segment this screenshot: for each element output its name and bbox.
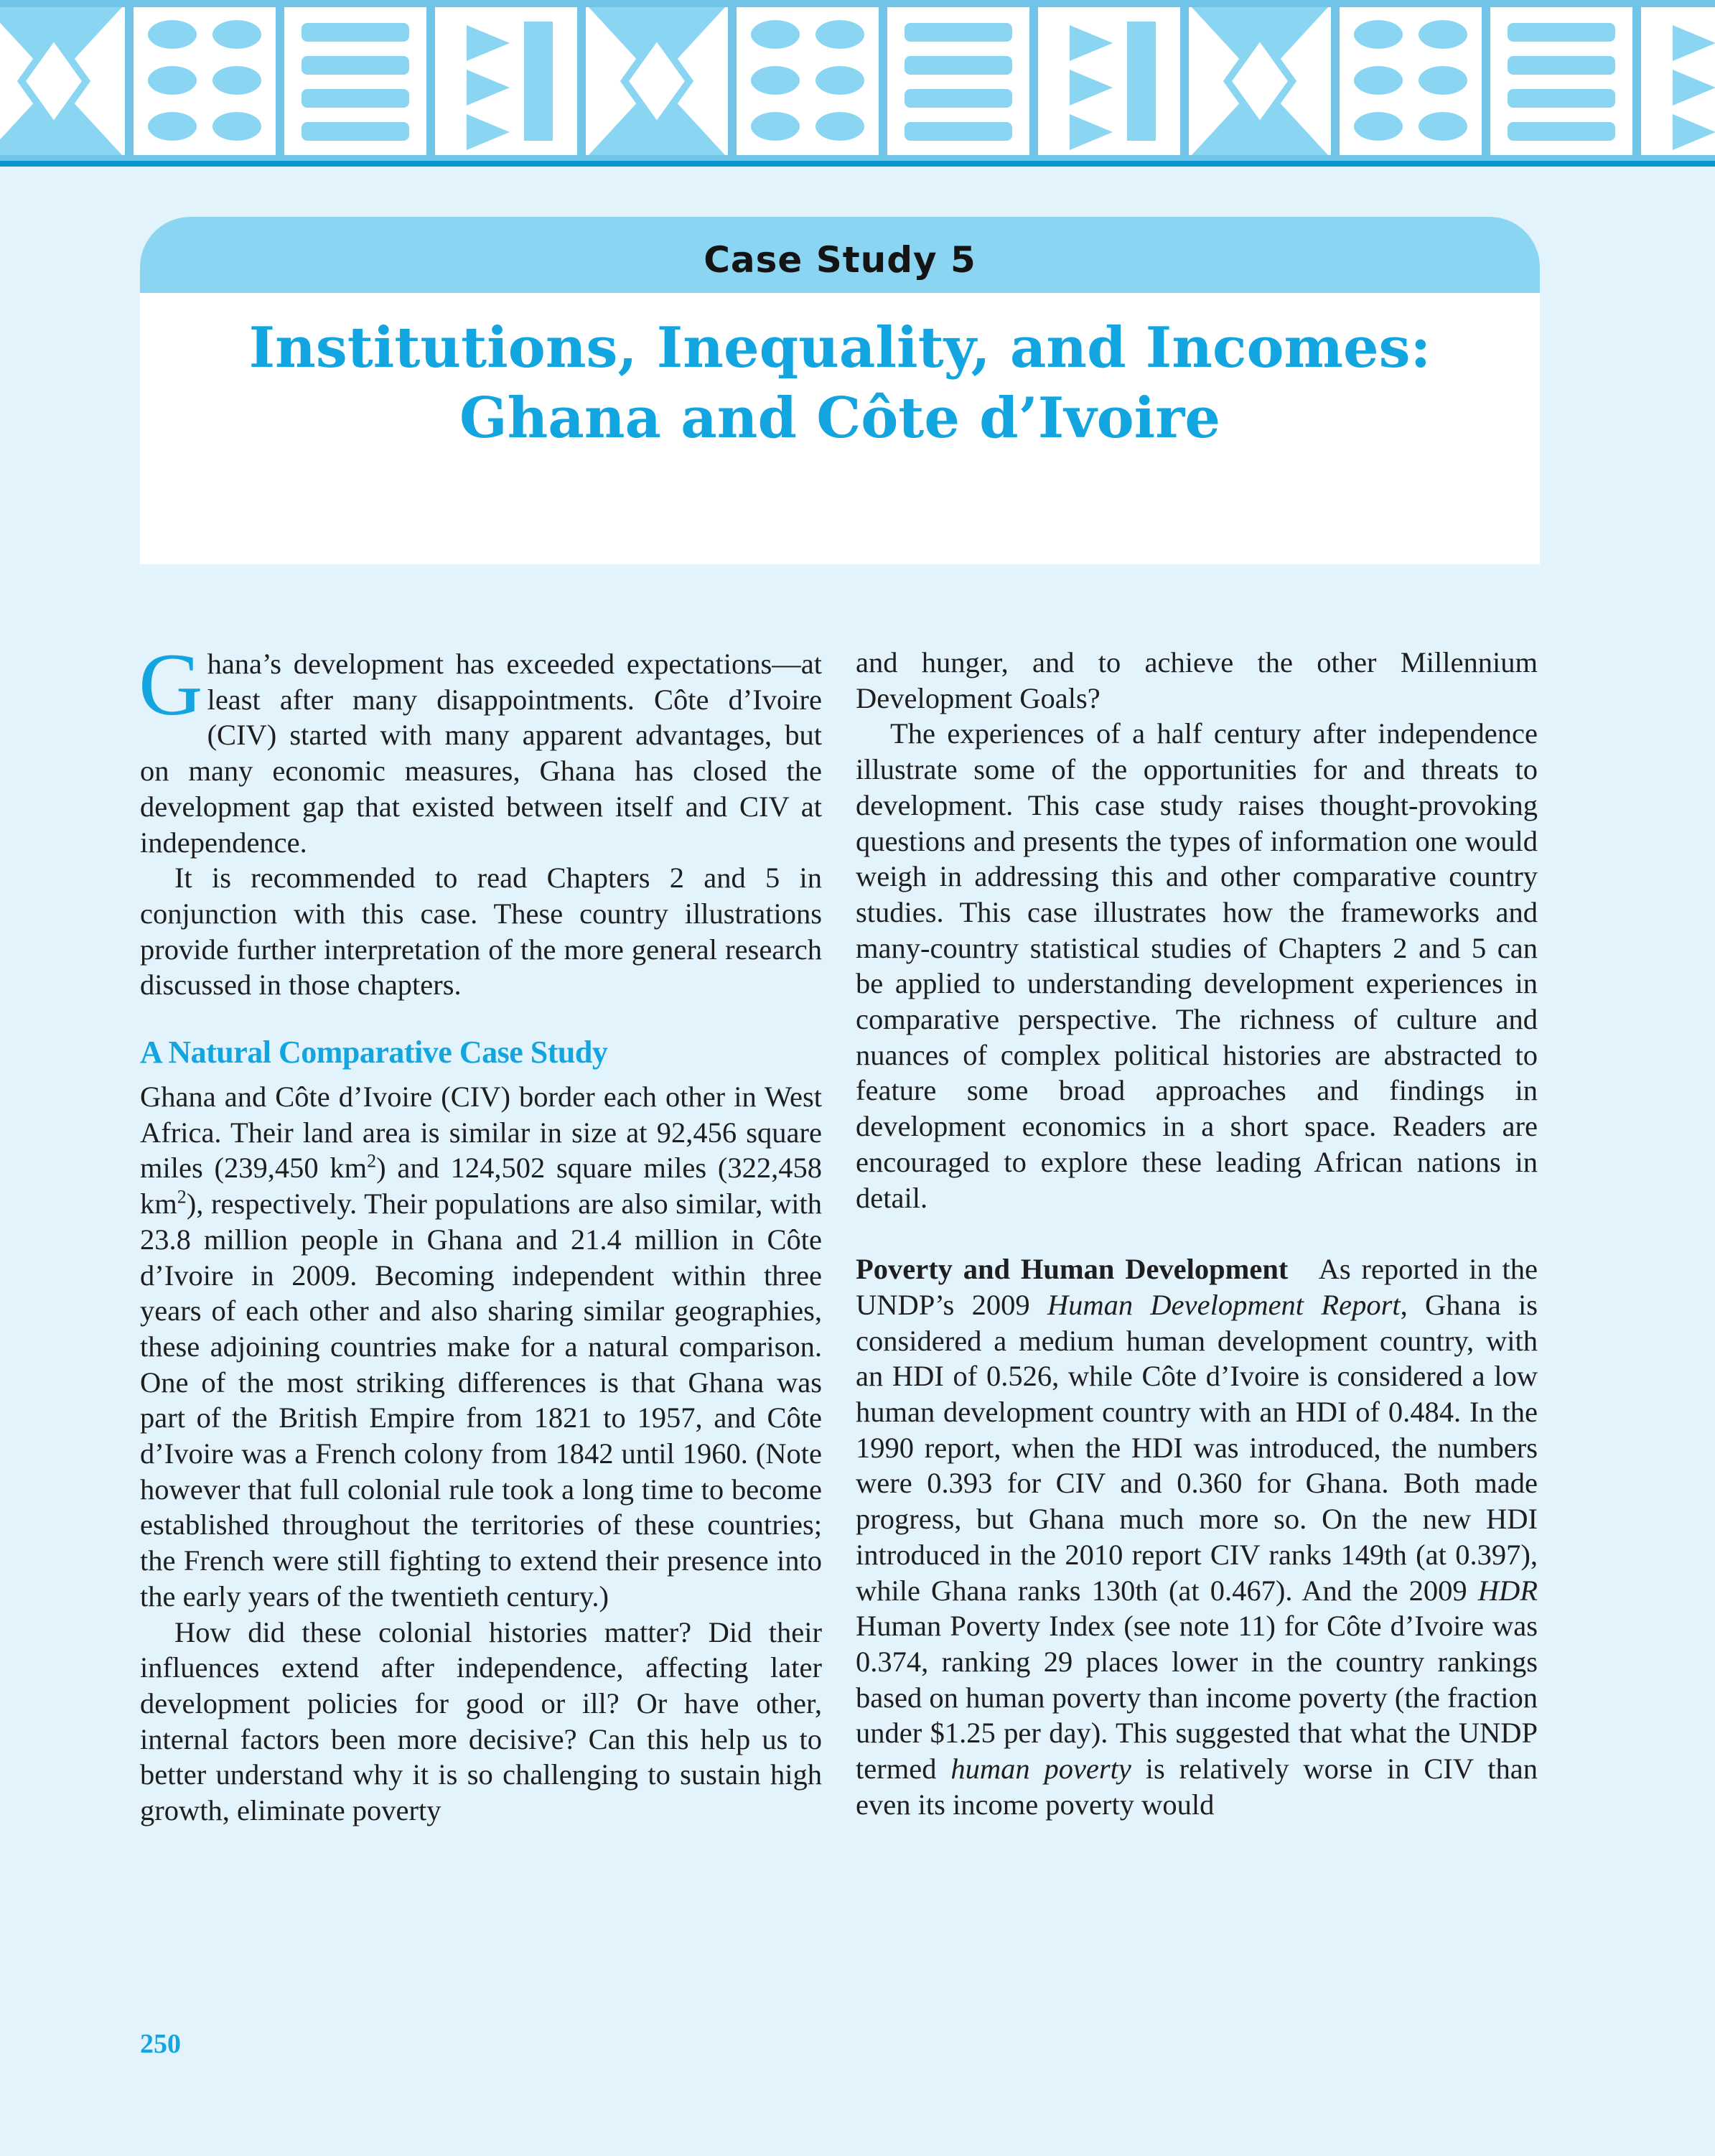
paragraph-4: How did these colonial histories matter? Did their influences extend after independence, affecting later development policies for good or ill? Or have other, internal factors been more decisive? Can this help us to better understand why it is so challenging to sustain high growth, eliminate poverty (140, 1615, 822, 1827)
case-study-label-band (140, 217, 1540, 293)
runin-heading: Poverty and Human Development (856, 1253, 1289, 1286)
banner-divider (0, 161, 1715, 167)
p3-text-b: ) and 124,502 square miles (322,458 km (140, 1152, 822, 1221)
right-column (856, 645, 1538, 1823)
superscript: 2 (177, 1186, 187, 1208)
italic-abbrev: HDR (1477, 1574, 1538, 1607)
title-line-1: Institutions, Inequality, and Incomes: (248, 315, 1431, 381)
poverty-text-a: As reported in the UNDP’s 2009 (856, 1253, 1538, 1321)
drop-cap: G (139, 635, 203, 734)
paragraph-3 (140, 1079, 822, 1615)
paragraph-2: It is recommended to read Chapters 2 and 5 in conjunction with this case. These country illustrations provide further interpretation of the more general research discussed in those chapters. (140, 862, 822, 1002)
paragraph-gap (856, 1215, 1538, 1251)
page-title (140, 313, 1540, 454)
title-card (140, 217, 1540, 564)
italic-term: human poverty (950, 1753, 1131, 1786)
intro-paragraph (139, 635, 822, 860)
decorative-banner (0, 0, 1715, 167)
paragraph-experiences: The experiences of a half century after independence illustrate some of the opportunities for and threats to development. This case study raises thought-provoking questions and presents the types of information one would weigh in addressing this and other comparative country studies. This case illustrates how the frameworks and many-country statistical studies of Chapters 2 and 5 can be applied to understanding development experiences in comparative perspective. The richness of culture and nuances of complex political histories are abstracted to feature some broad approaches and findings in development economics in a short space. Readers are encouraged to explore these leading African nations in detail. (856, 717, 1538, 1214)
poverty-text-b: , Ghana is considered a medium human development country, with an HDI of 0.526, while Côte d’Ivoire is considered a low human development country with an HDI of 0.484. In the 1990 report, when the HDI was introduced, the numbers were 0.393 for CIV and 0.360 for Ghana. Both made progress, but Ghana much more so. On the new HDI introduced in the 2010 report CIV ranks 149th (at 0.397), while Ghana ranks 130th (at 0.467). And the 2009 (856, 1288, 1538, 1607)
intro-text: hana’s development has exceeded expectations—at least after many disappointments. Côte d’Ivoire (CIV) started with many apparent advantages, but on many economic measures, Ghana has closed the development gap that existed between itself and CIV at independence. (140, 648, 822, 859)
left-column (139, 635, 822, 1829)
p3-text-c: ), respectively. Their populations are also similar, with 23.8 million people in Ghana and 21.4 million in Côte d’Ivoire in 2009. Becoming independent within three years of each other and also sharing similar geographies, these adjoining countries make for a natural comparison. One of the most striking differences is that Ghana was part of the British Empire from 1821 to 1957, and Côte d’Ivoire was a French colony from 1842 until 1960. (Note however that full colonial rule took a long time to become established throughout the territories of these countries; the French were still fighting to extend their presence into the early years of the twentieth century.) (140, 1187, 822, 1613)
italic-title: Human Development Report (1047, 1288, 1401, 1321)
poverty-text-d: is relatively worse in CIV than even its income poverty would (856, 1753, 1538, 1821)
page-number: 250 (140, 2029, 181, 2059)
p3-text-a: Ghana and Côte d’Ivoire (CIV) border each other in West Africa. Their land area is similar in size at 92,456 square miles (239,450 km (140, 1081, 822, 1185)
case-study-label: Case Study 5 (704, 239, 976, 281)
superscript: 2 (367, 1150, 377, 1172)
section-heading: A Natural Comparative Case Study (140, 1035, 608, 1070)
poverty-text-c: Human Poverty Index (see note 11) for Côte d’Ivoire was 0.374, ranking 29 places lower in the country rankings based on human poverty than income poverty (the fraction under $1.25 per day). This suggested that what the UNDP termed (856, 1610, 1538, 1786)
title-line-2: Ghana and Côte d’Ivoire (459, 386, 1220, 451)
continued-paragraph: and hunger, and to achieve the other Millennium Development Goals? (856, 646, 1538, 714)
kente-pattern-icon (0, 0, 1715, 162)
poverty-paragraph (856, 1251, 1538, 1822)
